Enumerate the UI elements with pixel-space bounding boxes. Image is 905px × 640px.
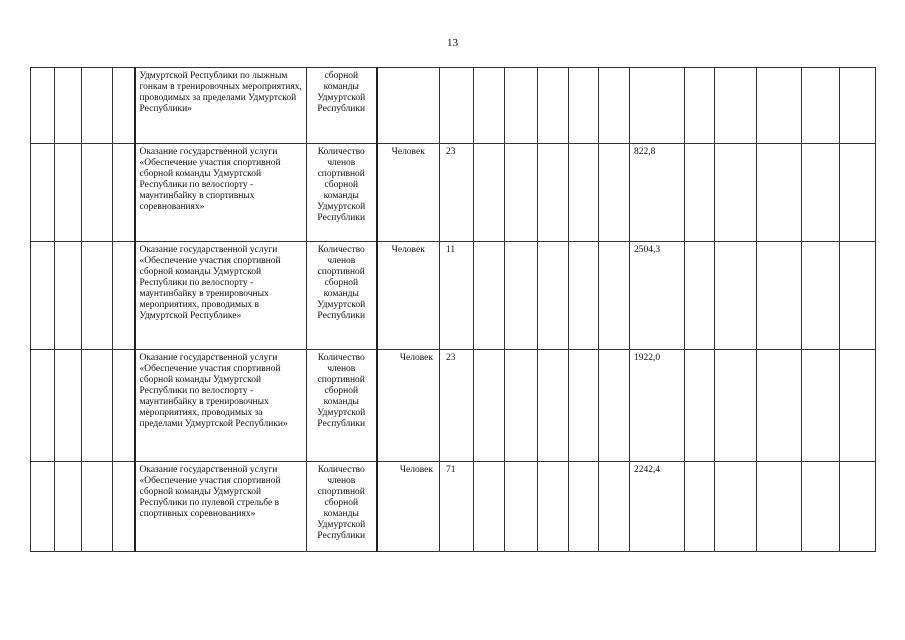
volume-cell: 2242,4	[630, 462, 685, 552]
indicator-cell: Количество членов спортивной сборной команды Удмуртской Республики	[307, 350, 377, 462]
empty-cell	[715, 242, 757, 350]
empty-cell	[715, 144, 757, 242]
empty-cell	[505, 350, 538, 462]
empty-cell	[31, 462, 55, 552]
empty-cell	[113, 68, 135, 144]
empty-cell	[505, 462, 538, 552]
table-row	[31, 462, 876, 552]
empty-cell	[569, 350, 599, 462]
empty-cell	[715, 68, 757, 144]
empty-cell	[31, 242, 55, 350]
empty-cell	[55, 68, 82, 144]
empty-cell	[31, 68, 55, 144]
empty-cell	[757, 350, 802, 462]
empty-cell	[685, 462, 715, 552]
empty-cell	[82, 462, 113, 552]
unit-cell	[377, 68, 440, 144]
empty-cell	[599, 350, 630, 462]
empty-cell	[757, 144, 802, 242]
empty-cell	[685, 144, 715, 242]
empty-cell	[474, 350, 505, 462]
service-name-cell: Оказание государственной услуги «Обеспечение участия спортивной сборной команды Удмуртской Республики по велоспорту - маунтинбайку в спортивных соревнованиях»	[135, 144, 307, 242]
empty-cell	[599, 68, 630, 144]
unit-cell: Человек	[377, 144, 440, 242]
value-cell: 71	[440, 462, 474, 552]
empty-cell	[55, 350, 82, 462]
unit-cell: Человек	[377, 242, 440, 350]
empty-cell	[505, 144, 538, 242]
empty-cell	[474, 68, 505, 144]
page-number: 13	[447, 37, 458, 49]
empty-cell	[840, 242, 876, 350]
value-cell: 23	[440, 350, 474, 462]
empty-cell	[802, 68, 840, 144]
empty-cell	[840, 68, 876, 144]
empty-cell	[82, 350, 113, 462]
service-name-cell: Оказание государственной услуги «Обеспечение участия спортивной сборной команды Удмуртской Республики по велоспорту - маунтинбайку в тренировочных мероприятиях, проводимых за пределами Удмуртской Республики»	[135, 350, 307, 462]
empty-cell	[82, 68, 113, 144]
indicator-cell: Количество членов спортивной сборной команды Удмуртской Республики	[307, 144, 377, 242]
empty-cell	[685, 68, 715, 144]
empty-cell	[82, 242, 113, 350]
empty-cell	[474, 242, 505, 350]
empty-cell	[31, 350, 55, 462]
unit-cell: Человек	[377, 462, 440, 552]
empty-cell	[113, 144, 135, 242]
empty-cell	[802, 350, 840, 462]
empty-cell	[113, 350, 135, 462]
value-cell: 23	[440, 144, 474, 242]
empty-cell	[474, 144, 505, 242]
empty-cell	[82, 144, 113, 242]
empty-cell	[599, 462, 630, 552]
table-row	[31, 144, 876, 242]
empty-cell	[31, 144, 55, 242]
empty-cell	[113, 462, 135, 552]
empty-cell	[113, 242, 135, 350]
volume-cell	[630, 68, 685, 144]
service-name-cell: Удмуртской Республики по лыжным гонкам в тренировочных мероприятиях, проводимых за пределами Удмуртской Республики»	[135, 68, 307, 144]
indicator-cell: Количество членов спортивной сборной команды Удмуртской Республики	[307, 242, 377, 350]
indicator-cell: сборной команды Удмуртской Республики	[307, 68, 377, 144]
budget-table	[30, 67, 876, 552]
empty-cell	[538, 462, 569, 552]
empty-cell	[599, 144, 630, 242]
empty-cell	[802, 462, 840, 552]
empty-cell	[505, 68, 538, 144]
empty-cell	[685, 350, 715, 462]
empty-cell	[474, 462, 505, 552]
empty-cell	[757, 462, 802, 552]
empty-cell	[599, 242, 630, 350]
empty-cell	[802, 242, 840, 350]
empty-cell	[802, 144, 840, 242]
empty-cell	[538, 242, 569, 350]
unit-cell: Человек	[377, 350, 440, 462]
empty-cell	[840, 144, 876, 242]
empty-cell	[840, 350, 876, 462]
empty-cell	[715, 462, 757, 552]
table-row	[31, 68, 876, 144]
empty-cell	[505, 242, 538, 350]
empty-cell	[538, 144, 569, 242]
volume-cell: 1922,0	[630, 350, 685, 462]
empty-cell	[55, 144, 82, 242]
empty-cell	[55, 462, 82, 552]
empty-cell	[757, 68, 802, 144]
empty-cell	[757, 242, 802, 350]
value-cell	[440, 68, 474, 144]
empty-cell	[715, 350, 757, 462]
empty-cell	[840, 462, 876, 552]
table-row	[31, 242, 876, 350]
empty-cell	[569, 144, 599, 242]
empty-cell	[569, 242, 599, 350]
volume-cell: 2504,3	[630, 242, 685, 350]
empty-cell	[538, 350, 569, 462]
value-cell: 11	[440, 242, 474, 350]
empty-cell	[569, 68, 599, 144]
service-name-cell: Оказание государственной услуги «Обеспечение участия спортивной сборной команды Удмуртской Республики по пулевой стрельбе в спортивных соревнованиях»	[135, 462, 307, 552]
empty-cell	[685, 242, 715, 350]
volume-cell: 822,8	[630, 144, 685, 242]
table-row	[31, 350, 876, 462]
empty-cell	[569, 462, 599, 552]
empty-cell	[55, 242, 82, 350]
indicator-cell: Количество членов спортивной сборной команды Удмуртской Республики	[307, 462, 377, 552]
empty-cell	[538, 68, 569, 144]
service-name-cell: Оказание государственной услуги «Обеспечение участия спортивной сборной команды Удмуртской Республики по велоспорту - маунтинбайку в тренировочных мероприятиях, проводимых в Удмуртской Республике»	[135, 242, 307, 350]
